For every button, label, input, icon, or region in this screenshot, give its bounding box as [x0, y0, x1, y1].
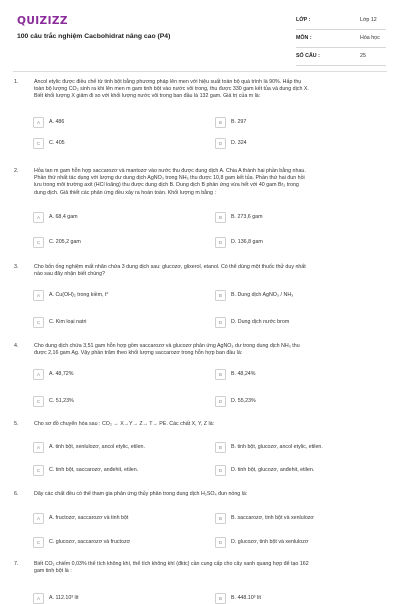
answer-option-d[interactable]: [215, 317, 381, 328]
meta-row-count: [296, 48, 386, 66]
answer-option-b[interactable]: [215, 117, 381, 128]
answer-option-a[interactable]: [33, 513, 199, 524]
question-text: [34, 264, 388, 278]
answer-option-b[interactable]: [215, 442, 381, 453]
question-number: 1.: [14, 79, 19, 85]
question-number: 5.: [14, 421, 19, 427]
option-text: A. tinh bột, xenlulozơ, ancol etylic, etilen.: [49, 444, 145, 450]
option-text: D. Dung dịch nước brom: [231, 319, 290, 325]
quizizz-logo: QUIZIZZ: [17, 15, 68, 27]
answer-option-a[interactable]: [33, 290, 199, 301]
option-letter-box[interactable]: D: [215, 396, 226, 407]
answer-option-c[interactable]: [33, 465, 199, 476]
option-text: A. Cu(OH)₂ trong kiềm, t°: [49, 292, 109, 298]
option-letter-box[interactable]: A: [33, 117, 44, 128]
answer-option-b[interactable]: [215, 593, 381, 604]
option-letter-box[interactable]: B: [215, 290, 226, 301]
answer-option-d[interactable]: [215, 138, 381, 149]
option-letter-box[interactable]: C: [33, 465, 44, 476]
option-text: B. Dung dịch AgNO₃ / NH₃: [231, 292, 294, 298]
question-text-line: Ancol etylic được điều chế từ tinh bột bằng phương pháp lên men với hiệu suất toàn bộ quá trình là 90%. Hấp thụ: [34, 79, 302, 85]
question-text-line: Cho dung dịch chứa 3,51 gam hỗn hợp gồm saccarozơ và glucozơ phản ứng AgNO₃ dư trong dung dịch NH₃ thu: [34, 343, 300, 349]
answer-option-d[interactable]: [215, 465, 381, 476]
option-text: C. Kim loại natri: [49, 319, 87, 325]
option-letter-box[interactable]: B: [215, 369, 226, 380]
question-text-line: Biết CO₂ chiếm 0,03% thể tích không khí, thể tích không khí (đktc) cần cung cấp cho cây xanh quang hợp để tạo 162: [34, 561, 309, 567]
answer-option-c[interactable]: [33, 138, 199, 149]
option-letter-box[interactable]: B: [215, 513, 226, 524]
question-text: [34, 79, 388, 101]
meta-key: LỚP :: [296, 17, 311, 23]
option-text: B. saccarozơ, tinh bột và xenlulozơ: [231, 515, 314, 521]
option-letter-box[interactable]: A: [33, 442, 44, 453]
option-letter-box[interactable]: D: [215, 537, 226, 548]
question-text-line: Cho bốn ống nghiệm mất nhãn chứa 3 dung dịch sau: glucozơ, glixerol, etanol. Có thể dùng một thuốc thử duy nhất: [34, 264, 306, 270]
meta-value: Hóa học: [360, 35, 380, 41]
question-text: [34, 421, 388, 428]
option-letter-box[interactable]: A: [33, 513, 44, 524]
answer-option-b[interactable]: [215, 212, 381, 223]
question-number: 7.: [14, 561, 19, 567]
answer-option-b[interactable]: [215, 369, 381, 380]
answer-option-a[interactable]: [33, 117, 199, 128]
worksheet-title: 100 câu trắc nghiệm Cacbohidrat nâng cao (P4): [17, 33, 171, 40]
option-text: B. 448.10³ lít: [231, 595, 262, 601]
question-text-line: Phần thứ nhất tác dụng với lượng dư dung dịch AgNO₃ trong NH₃ thu được 10,8 gam kết tủa. Phần thứ hai đun hồi: [34, 175, 305, 182]
answer-option-b[interactable]: [215, 290, 381, 301]
answer-option-a[interactable]: [33, 442, 199, 453]
option-text: C. glucozơ, saccarozơ và fructozơ: [49, 539, 131, 545]
option-text: A. fructozơ, saccarozơ và tinh bột: [49, 515, 129, 521]
question-number: 3.: [14, 264, 19, 270]
meta-key: MÔN :: [296, 35, 312, 41]
meta-value: 25: [360, 53, 366, 59]
option-letter-box[interactable]: A: [33, 290, 44, 301]
answer-option-c[interactable]: [33, 237, 199, 248]
option-text: B. tinh bột, glucozơ, ancol etylic, etilen.: [231, 444, 323, 450]
option-letter-box[interactable]: B: [215, 442, 226, 453]
option-letter-box[interactable]: C: [33, 138, 44, 149]
meta-row-subject: [296, 30, 386, 48]
option-text: C. 205,2 gam: [49, 239, 81, 245]
answer-option-c[interactable]: [33, 317, 199, 328]
question-text: [34, 343, 388, 357]
meta-row-class: [296, 12, 386, 30]
option-text: C. 51,23%: [49, 398, 74, 404]
answer-option-c[interactable]: [33, 396, 199, 407]
header-divider: [13, 71, 387, 72]
meta-key: SỐ CÂU :: [296, 53, 320, 59]
question-text-line: Cho sơ đồ chuyển hóa sau : CO₂ → X→Y→ Z→ T→ PE. Các chất X, Y, Z là:: [34, 421, 215, 427]
option-letter-box[interactable]: C: [33, 317, 44, 328]
option-letter-box[interactable]: A: [33, 212, 44, 223]
option-letter-box[interactable]: D: [215, 237, 226, 248]
option-letter-box[interactable]: D: [215, 138, 226, 149]
question-text-line: lưu trong môi trường axit (HCl loãng) thu được dung dịch B. Dung dịch B phản ứng vừa hết với 40 gam Br₂ trong: [34, 182, 299, 189]
option-letter-box[interactable]: A: [33, 593, 44, 604]
answer-option-b[interactable]: [215, 513, 381, 524]
question-number: 2.: [14, 168, 19, 174]
question-number: 4.: [14, 343, 19, 349]
question-text-line: Hỏa tan m gam hỗn hợp saccarozơ và mantozơ vào nước thu được dung dịch A. Chia A thành hai phần bằng nhau.: [34, 168, 306, 174]
option-text: D. 136,8 gam: [231, 239, 263, 245]
option-text: D. 55,23%: [231, 398, 256, 404]
worksheet-meta: [296, 12, 386, 66]
meta-value: Lớp 12: [360, 17, 377, 23]
question-text-line: toàn bộ lượng CO₂ sinh ra khi lên men m gam tinh bột vào nước vôi trong, thu được 330 gam kết tủa và dung dịch X.: [34, 86, 309, 93]
option-text: C. tinh bột, saccarozơ, anđehit, etilen.: [49, 467, 139, 473]
option-text: A. 68,4 gam: [49, 214, 78, 220]
question-text: [34, 491, 388, 498]
question-text-line: gam tinh bột là :: [34, 568, 72, 575]
option-text: D. 324: [231, 140, 247, 146]
question-number: 6.: [14, 491, 19, 497]
answer-option-d[interactable]: [215, 237, 381, 248]
answer-option-d[interactable]: [215, 396, 381, 407]
question-text-line: được 2,16 gam Ag. Vậy phần trăm theo khối lượng saccarozơ trong hỗn hợp ban đầu là:: [34, 350, 243, 357]
answer-option-d[interactable]: [215, 537, 381, 548]
answer-option-a[interactable]: [33, 369, 199, 380]
question-text-line: Dãy các chất đều có thể tham gia phản ứng thủy phân trong dung dịch H₂SO₄ đun nóng là:: [34, 491, 248, 497]
option-text: B. 273,6 gam: [231, 214, 263, 220]
option-letter-box[interactable]: B: [215, 117, 226, 128]
option-text: A. 486: [49, 119, 65, 125]
answer-option-a[interactable]: [33, 593, 199, 604]
option-text: D. glucozơ, tinh bột và xenlulozơ: [231, 539, 309, 545]
answer-option-c[interactable]: [33, 537, 199, 548]
option-text: B. 48,24%: [231, 371, 256, 377]
question-text-line: nào sau đây nhận biết chúng?: [34, 271, 105, 278]
option-letter-box[interactable]: B: [215, 212, 226, 223]
worksheet-header: [0, 0, 400, 64]
option-text: D. tinh bột, glucozơ, anđehit, etilen.: [231, 467, 315, 473]
question-text-line: Biết khối lượng X giảm đi so với khối lượng nước vôi trong ban đầu là 132 gam. Giá trị của m là:: [34, 93, 261, 100]
option-letter-box[interactable]: B: [215, 593, 226, 604]
option-text: A. 48,72%: [49, 371, 74, 377]
question-text: [34, 561, 388, 575]
option-letter-box[interactable]: A: [33, 369, 44, 380]
answer-option-a[interactable]: [33, 212, 199, 223]
option-text: B. 297: [231, 119, 247, 125]
question-text-line: dung dịch. Giả thiết các phản ứng đều xảy ra hoàn toàn. Khối lượng m bằng :: [34, 189, 216, 196]
option-letter-box[interactable]: D: [215, 317, 226, 328]
option-text: C. 405: [49, 140, 65, 146]
option-letter-box[interactable]: C: [33, 396, 44, 407]
option-letter-box[interactable]: C: [33, 237, 44, 248]
option-letter-box[interactable]: C: [33, 537, 44, 548]
question-text: [34, 168, 388, 197]
option-letter-box[interactable]: D: [215, 465, 226, 476]
option-text: A. 112.10³ lít: [49, 595, 79, 601]
